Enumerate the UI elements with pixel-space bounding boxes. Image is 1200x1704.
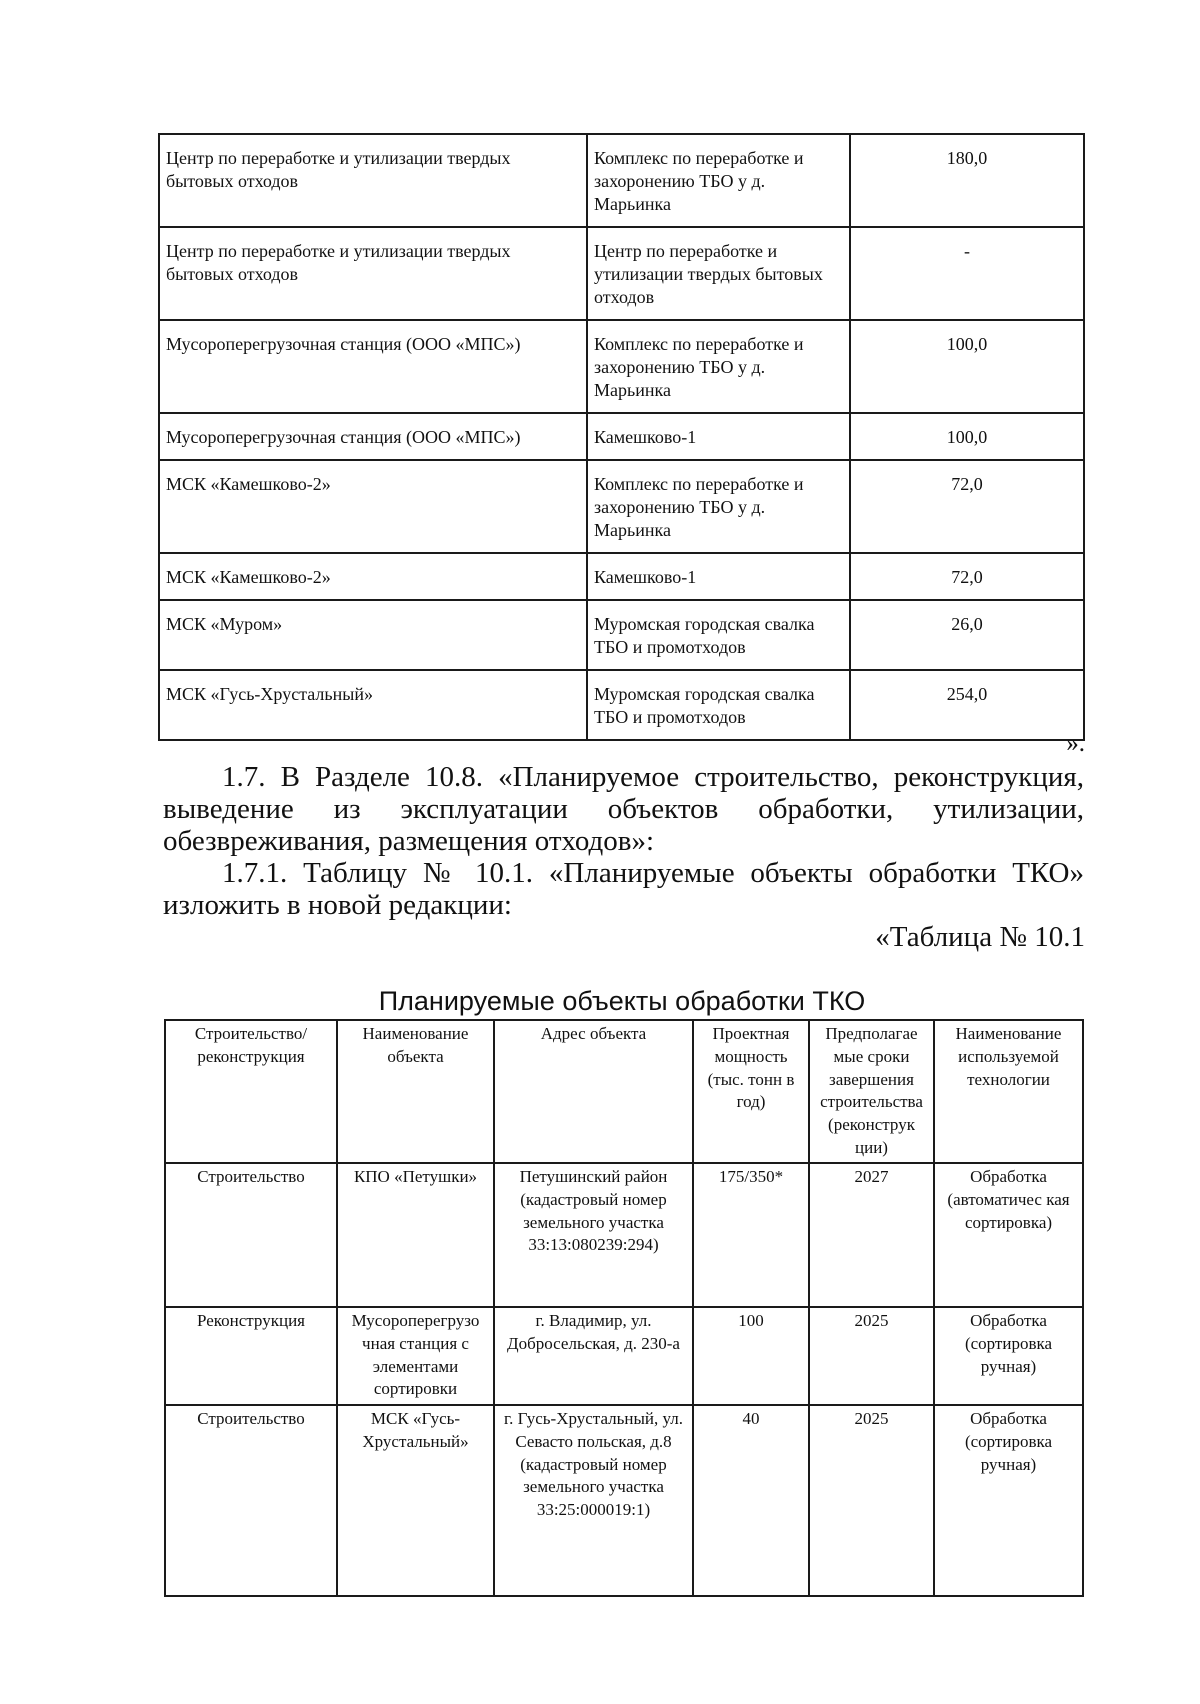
- source-cell: МСК «Муром»: [159, 600, 587, 670]
- table-title: Планируемые объекты обработки ТКО: [378, 986, 866, 1016]
- table-cell: Строительство: [165, 1163, 337, 1307]
- destination-cell: Муромская городская свалка ТБО и промотходов: [587, 670, 850, 740]
- table-cell: 2025: [809, 1405, 934, 1596]
- table-cell: Петушинский район (кадастровый номер земельного участка 33:13:080239:294): [494, 1163, 693, 1307]
- table-cell: КПО «Петушки»: [337, 1163, 494, 1307]
- value-cell: 100,0: [850, 320, 1084, 413]
- table-cell: 175/350*: [693, 1163, 809, 1307]
- paragraph-line: выведение из эксплуатации объектов обработки, утилизации,: [163, 793, 1084, 825]
- table-row: [159, 413, 1084, 460]
- table-cell: Обработка (сортировка ручная): [934, 1307, 1083, 1405]
- table-cell: Обработка (автоматичес кая сортировка): [934, 1163, 1083, 1307]
- source-cell: МСК «Камешково-2»: [159, 553, 587, 600]
- table-cell: МСК «Гусь-Хрустальный»: [337, 1405, 494, 1596]
- destination-cell: Центр по переработке и утилизации твердых бытовых отходов: [587, 227, 850, 320]
- table-row: [165, 1163, 1083, 1307]
- paragraph-line: изложить в новой редакции:: [163, 889, 512, 921]
- column-header: Адрес объекта: [494, 1020, 693, 1163]
- table-cell: 40: [693, 1405, 809, 1596]
- table-row: [159, 134, 1084, 227]
- destination-cell: Камешково-1: [587, 413, 850, 460]
- table-row: [159, 320, 1084, 413]
- table-row: [159, 553, 1084, 600]
- table-cell: Обработка (сортировка ручная): [934, 1405, 1083, 1596]
- column-header: Наименование используемой технологии: [934, 1020, 1083, 1163]
- column-header: Предполагае мые сроки завершения строительства (реконструк ции): [809, 1020, 934, 1163]
- table-cell: 2027: [809, 1163, 934, 1307]
- value-cell: 72,0: [850, 460, 1084, 553]
- destination-cell: Муромская городская свалка ТБО и промотходов: [587, 600, 850, 670]
- paragraph-1-7-1: [163, 857, 1084, 921]
- table-row: [165, 1405, 1083, 1596]
- paragraph-line: 1.7. В Разделе 10.8. «Планируемое строительство, реконструкция,: [222, 761, 1084, 793]
- value-cell: 26,0: [850, 600, 1084, 670]
- paragraph-1-7: [163, 761, 1084, 857]
- table-cell: г. Гусь-Хрустальный, ул. Севасто польская, д.8 (кадастровый номер земельного участка 33:25:000019:1): [494, 1405, 693, 1596]
- source-cell: Центр по переработке и утилизации твердых бытовых отходов: [159, 227, 587, 320]
- source-cell: Мусороперегрузочная станция (ООО «МПС»): [159, 413, 587, 460]
- table-caption: «Таблица № 10.1: [875, 921, 1085, 953]
- column-header: Строительство/ реконструкция: [165, 1020, 337, 1163]
- transport-table: [158, 133, 1085, 741]
- planned-facilities-table: [164, 1019, 1084, 1597]
- paragraph-line: обезвреживания, размещения отходов»:: [163, 825, 655, 857]
- source-cell: Центр по переработке и утилизации твердых бытовых отходов: [159, 134, 587, 227]
- table-cell: г. Владимир, ул. Добросельская, д. 230-а: [494, 1307, 693, 1405]
- destination-cell: Комплекс по переработке и захоронению ТБО у д. Марьинка: [587, 460, 850, 553]
- table-row: [159, 460, 1084, 553]
- table-cell: Строительство: [165, 1405, 337, 1596]
- paragraph-line: 1.7.1. Таблицу № 10.1. «Планируемые объекты обработки ТКО»: [222, 857, 1084, 889]
- column-header: Проектная мощность (тыс. тонн в год): [693, 1020, 809, 1163]
- source-cell: МСК «Камешково-2»: [159, 460, 587, 553]
- destination-cell: Комплекс по переработке и захоронению ТБО у д. Марьинка: [587, 320, 850, 413]
- destination-cell: Камешково-1: [587, 553, 850, 600]
- value-cell: 72,0: [850, 553, 1084, 600]
- table-row: [165, 1307, 1083, 1405]
- value-cell: 180,0: [850, 134, 1084, 227]
- destination-cell: Комплекс по переработке и захоронению ТБО у д. Марьинка: [587, 134, 850, 227]
- value-cell: -: [850, 227, 1084, 320]
- closing-quote: ».: [1066, 730, 1085, 757]
- source-cell: МСК «Гусь-Хрустальный»: [159, 670, 587, 740]
- table-cell: Мусороперегрузо чная станция с элементами сортировки: [337, 1307, 494, 1405]
- table-row: [159, 227, 1084, 320]
- source-cell: Мусороперегрузочная станция (ООО «МПС»): [159, 320, 587, 413]
- column-header: Наименование объекта: [337, 1020, 494, 1163]
- value-cell: 100,0: [850, 413, 1084, 460]
- table-cell: 2025: [809, 1307, 934, 1405]
- table-header-row: [165, 1020, 1083, 1163]
- table-cell: 100: [693, 1307, 809, 1405]
- table-row: [159, 670, 1084, 740]
- table-row: [159, 600, 1084, 670]
- table-cell: Реконструкция: [165, 1307, 337, 1405]
- value-cell: 254,0: [850, 670, 1084, 740]
